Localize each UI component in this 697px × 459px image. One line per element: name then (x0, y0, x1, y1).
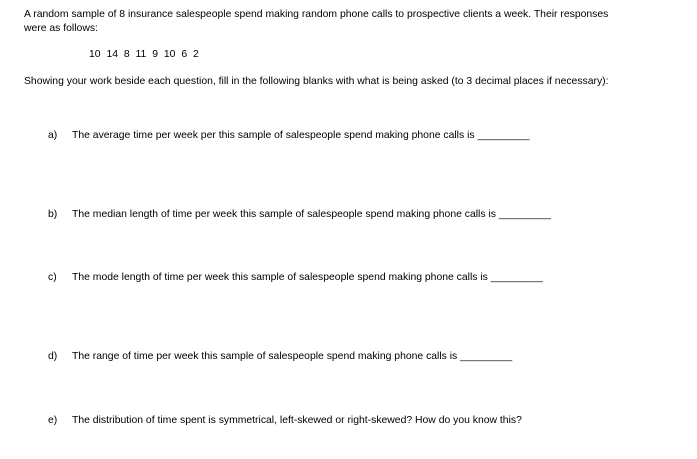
intro-paragraph (24, 8, 664, 36)
question-letter: b) (48, 209, 58, 220)
question-d (48, 350, 668, 364)
question-text: The median length of time per week this sample of salespeople spend making phone calls is _________ (72, 209, 551, 220)
question-text: The range of time per week this sample of salespeople spend making phone calls is _________ (72, 351, 513, 362)
instructions-text: Showing your work beside each question, fill in the following blanks with what is being asked (to 3 decimal places if necessary): (24, 76, 609, 87)
intro-line-1: A random sample of 8 insurance salespeople spend making random phone calls to prospective clients a week. Their responses (24, 9, 609, 20)
question-letter: c) (48, 272, 57, 283)
question-letter: a) (48, 130, 58, 141)
question-c (48, 271, 668, 285)
question-letter: e) (48, 415, 58, 426)
question-e (48, 414, 668, 428)
question-text: The distribution of time spent is symmetrical, left-skewed or right-skewed? How do you know this? (72, 415, 522, 426)
data-values: 10 14 8 11 9 10 6 2 (89, 49, 199, 60)
question-a (48, 129, 668, 143)
question-text: The mode length of time per week this sample of salespeople spend making phone calls is _________ (72, 272, 543, 283)
question-text: The average time per week per this sample of salespeople spend making phone calls is _________ (72, 130, 530, 141)
question-letter: d) (48, 351, 58, 362)
intro-line-2: were as follows: (24, 23, 98, 34)
question-b (48, 208, 668, 222)
